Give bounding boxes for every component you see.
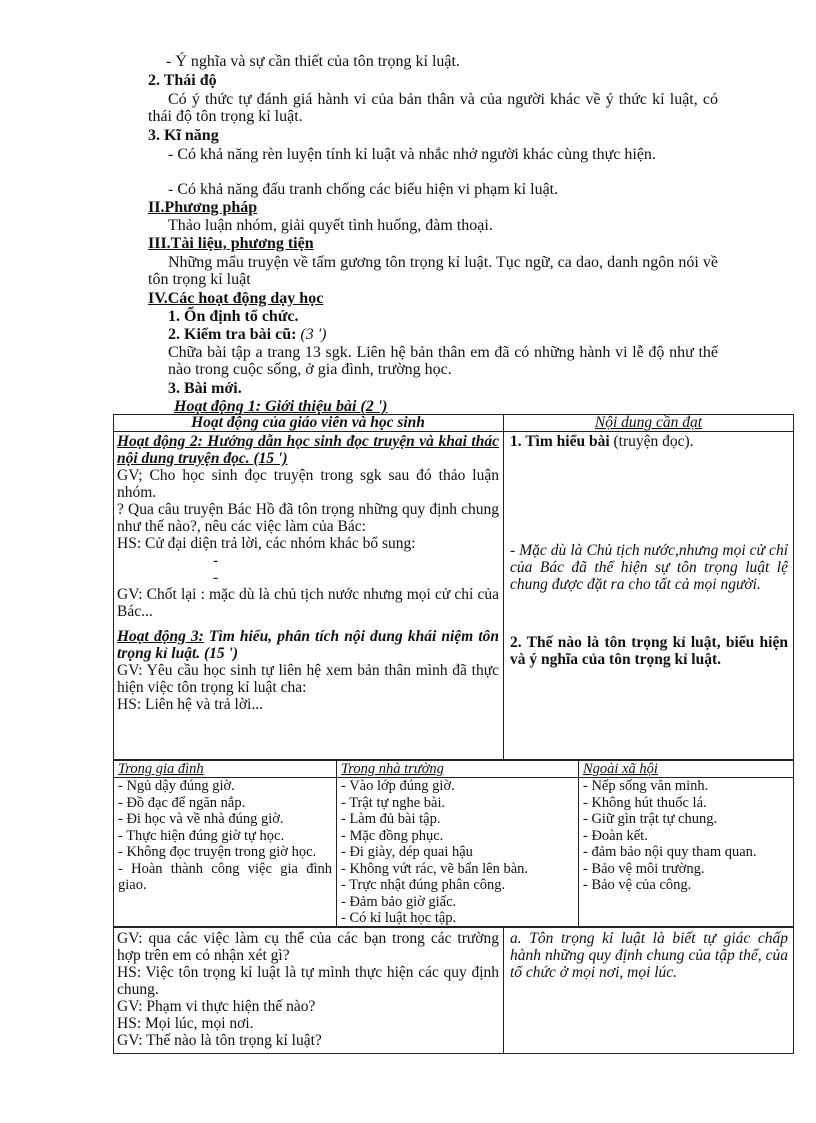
result-1-sub: (truyện đọc). [613, 433, 694, 450]
skill-1: - Có khả năng rèn luyện tính kỉ luật và nhắc nhở người khác cùng thực hiện. [168, 146, 656, 163]
result-2-title: 2. Thế nào là tôn trọng kỉ luật, biểu hiện và ý nghĩa của tôn trọng kỉ luật. [510, 634, 788, 668]
table-divider [503, 414, 504, 760]
list-item: - Thực hiện đúng giờ tự học. [118, 827, 285, 844]
gv-instruction-3: GV: Yêu cầu học sinh tự liên hệ xem bản thân mình đã thực hiện việc tôn trọng kỉ luật cha: [117, 662, 499, 696]
list-item: - Vào lớp đúng giờ. [341, 778, 455, 794]
examples-divider-1 [336, 760, 337, 927]
gv-question-5: GV: Phạm vi thực hiện thế nào? [117, 998, 316, 1015]
materials-text: Những mẩu truyện về tấm gương tôn trọng kỉ luật. Tục ngữ, ca dao, danh ngôn nói về tôn trọng kỉ luật [148, 254, 718, 288]
step-2-label: 2. Kiểm tra bài cũ: [168, 326, 297, 343]
attitude-text: Có ý thức tự đánh giá hành vi của bản thân và của người khác về ý thức kỉ luật, có thái độ tôn trọng kỉ luật. [148, 91, 718, 125]
skill-2: - Có khả năng đấu tranh chống các biểu hiện vi phạm kỉ luật. [168, 181, 559, 198]
question-1: ? Qua câu truyện Bác Hồ đã tôn trọng những quy định chung như thế nào?, nêu các việc làm của Bác: [117, 501, 499, 535]
step-2-time: (3 ') [300, 326, 327, 343]
left-column [117, 433, 499, 713]
list-item: - Không vứt rác, vẽ bẩn lên bàn. [341, 860, 529, 877]
bottom-divider [503, 927, 504, 1054]
step-2 [168, 326, 327, 343]
list-item: - Làm đủ bài tập. [341, 811, 441, 827]
gv-question-6: GV: Thế nào là tôn trọng kỉ luật? [117, 1032, 322, 1049]
list-item: - Đoàn kết. [583, 827, 648, 844]
activity-2-title: Hoạt động 2: Hướng dẫn học sinh đọc truyện và khai thác nội dung truyện đọc. (15 ') [117, 433, 499, 467]
list-item: - Ngủ dậy đúng giờ. [118, 778, 235, 794]
section-methods: II.Phương pháp [148, 199, 258, 216]
table-header-rule [113, 431, 794, 432]
list-item: - Đi giày, dép quai hậu [341, 844, 473, 860]
examples-head-school: Trong nhà trường [341, 761, 444, 777]
section-activities: IV.Các hoạt động dạy học [148, 290, 324, 307]
list-item: - Không đọc truyện trong giờ học. [118, 844, 317, 860]
gv-conclusion-1: GV: Chốt lại : mặc dù là chủ tịch nước nhưng mọi cử chỉ của Bác... [117, 586, 499, 620]
result-1 [510, 433, 788, 450]
examples-society-list [583, 778, 788, 894]
list-item: - Đảm bảo giờ giấc. [341, 893, 457, 910]
list-item: - Trật tự nghe bài. [341, 794, 446, 811]
list-item: - Nếp sống văn minh. [583, 778, 709, 794]
examples-head-society: Ngoài xã hội [583, 761, 658, 777]
activity-1: Hoạt động 1: Giới thiệu bài (2 ') [174, 398, 388, 415]
heading-skills: 3. Kĩ năng [148, 127, 219, 144]
hs-answer-3: HS: Liên hệ và trả lời... [117, 696, 263, 713]
hs-answer-5: HS: Mọi lúc, mọi nơi. [117, 1015, 254, 1032]
bottom-left-column [117, 930, 499, 1049]
methods-text: Thảo luận nhóm, giải quyết tình huống, đàm thoại. [168, 217, 493, 234]
examples-family-list [118, 778, 332, 894]
activity-3-title [117, 628, 499, 662]
homework-text: Chữa bài tập a trang 13 sgk. Liên hệ bản thân em đã có những hành vi lễ độ như thế nào trong cuộc sống, ở gia đình, trường học. [168, 344, 718, 378]
examples-school-list [341, 778, 575, 927]
activity-3-prefix: Hoạt động 3: [117, 628, 204, 645]
step-3: 3. Bài mới. [168, 380, 242, 397]
list-item: - đảm bảo nội quy tham quan. [583, 844, 757, 860]
gv-question-4: GV: qua các việc làm cụ thể của các bạn trong các trường hợp trên em có nhận xét gì? [117, 930, 499, 964]
list-item: - Bảo vệ môi trường. [583, 860, 705, 877]
header-left: Hoạt động của giáo viên và học sinh [191, 414, 425, 431]
list-item: - Mặc đồng phục. [341, 827, 444, 844]
list-item: - Đồ đạc để ngăn nắp. [118, 794, 246, 811]
gv-instruction-1: GV; Cho học sinh đọc truyện trong sgk sau đó thảo luận nhóm. [117, 467, 499, 501]
list-item: - Bảo vệ của công. [583, 877, 692, 893]
right-column [510, 433, 788, 668]
hs-answer-4: HS: Việc tôn trọng kỉ luật là tự mình thực hiện các quy định chung. [117, 964, 499, 998]
activity-3-text: Tìm hiểu, phân tích nội dung khái niệm tôn trọng kỉ luật. (15 ') [117, 628, 499, 662]
definition-text: a. Tôn trọng kỉ luật là biết tự giác chấp hành những quy định chung của tập thể, của tổ chức ở mọi nơi, mọi lúc. [510, 930, 788, 981]
list-item: - Trực nhật đúng phân công. [341, 877, 506, 893]
heading-attitude: 2. Thái độ [148, 72, 217, 89]
result-1-content: - Mặc dù là Chủ tịch nước,nhưng mọi cử chỉ của Bác đã thể hiện sự tôn trọng luật lệ chung được đặt ra cho tất cả mọi người. [510, 542, 788, 593]
list-item: - Giữ gìn trật tự chung. [583, 811, 718, 827]
section-materials: III.Tài liệu, phương tiện [148, 235, 314, 252]
step-1: 1. Ổn định tổ chức. [168, 308, 299, 325]
examples-head-family: Trong gia đình [118, 761, 204, 777]
dash-1: - [213, 552, 219, 569]
header-right: Nội dung cần đạt [594, 414, 703, 431]
intro-line-meaning: - Ý nghĩa và sự cần thiết của tôn trọng kỉ luật. [166, 53, 460, 70]
list-item: - Không hút thuốc lá. [583, 794, 707, 811]
result-1-title: 1. Tìm hiểu bài [510, 433, 610, 450]
list-item: - Đi học và về nhà đúng giờ. [118, 811, 284, 827]
dash-2: - [213, 569, 219, 586]
list-item: - Có kỉ luật học tập. [341, 910, 457, 926]
list-item: - Hoàn thành công việc gia đình giao. [118, 860, 332, 893]
hs-answer-1: HS: Cử đại diện trả lời, các nhóm khác bổ sung: [117, 535, 416, 552]
examples-divider-2 [578, 760, 579, 927]
